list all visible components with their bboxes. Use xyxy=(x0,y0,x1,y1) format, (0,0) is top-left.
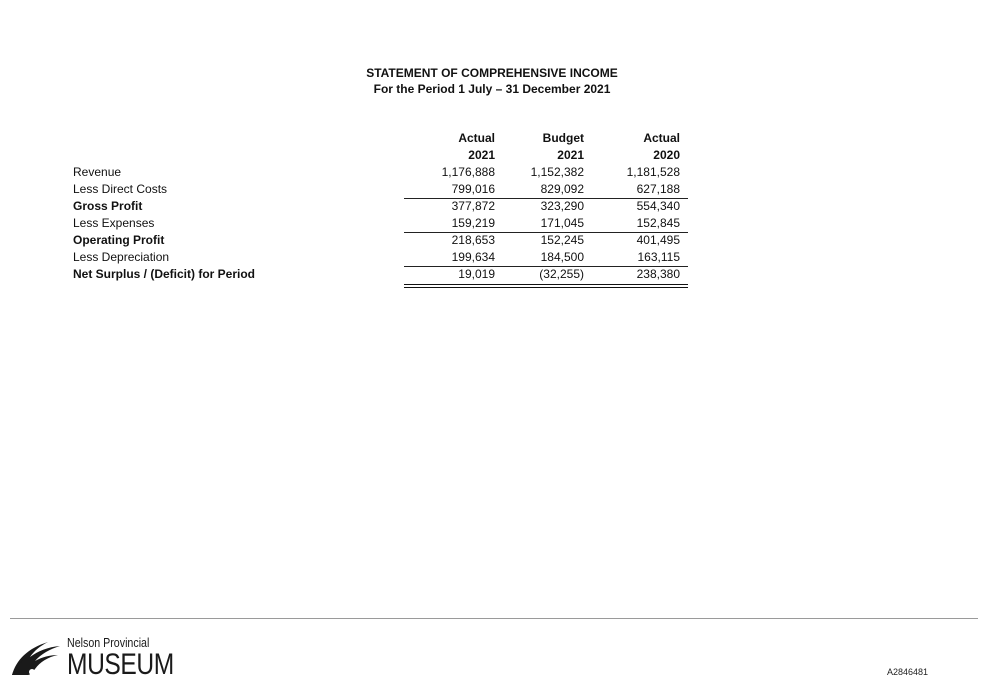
table-cell: 159,219 xyxy=(451,216,495,230)
row-label-net-surplus: Net Surplus / (Deficit) for Period xyxy=(73,267,256,281)
table-cell: 163,115 xyxy=(637,250,680,264)
table-cell: 401,495 xyxy=(636,233,680,247)
table-cell: 323,290 xyxy=(540,199,584,213)
table-cell: 152,245 xyxy=(540,233,584,247)
table-cell: 152,845 xyxy=(636,216,680,230)
table-cell: (32,255) xyxy=(539,267,584,281)
table-row-operating-profit xyxy=(0,232,986,249)
table-row-net-surplus xyxy=(0,266,986,283)
column-header-actual-2021: Actual xyxy=(458,131,495,145)
column-header-labels xyxy=(0,130,986,147)
row-label-depreciation: Less Depreciation xyxy=(73,250,170,264)
table-row-revenue xyxy=(0,164,986,181)
row-label-direct-costs: Less Direct Costs xyxy=(73,182,168,196)
table-row-expenses xyxy=(0,215,986,232)
table-cell: 1,181,528 xyxy=(626,165,680,179)
row-label-revenue: Revenue xyxy=(73,165,122,179)
row-label-expenses: Less Expenses xyxy=(73,216,155,230)
column-header-actual-2020: Actual xyxy=(643,131,680,145)
footer-divider xyxy=(10,618,978,619)
table-cell: 171,045 xyxy=(540,216,584,230)
table-cell: 627,188 xyxy=(636,182,680,196)
column-year-budget-2021: 2021 xyxy=(557,148,584,162)
museum-logo-icon xyxy=(10,632,62,675)
table-cell: 199,634 xyxy=(451,250,495,264)
table-cell: 1,152,382 xyxy=(530,165,584,179)
table-cell: 184,500 xyxy=(540,250,584,264)
row-label-gross-profit: Gross Profit xyxy=(73,199,143,213)
table-row-direct-costs xyxy=(0,181,986,198)
column-header-years xyxy=(0,147,986,164)
total-double-rule xyxy=(497,284,591,288)
column-year-actual-2021: 2021 xyxy=(468,148,495,162)
museum-logo xyxy=(10,632,180,675)
table-row-gross-profit xyxy=(0,198,986,215)
column-header-budget-2021: Budget xyxy=(542,131,584,145)
statement-header xyxy=(0,65,986,97)
total-double-rule xyxy=(591,284,688,288)
table-cell: 1,176,888 xyxy=(441,165,495,179)
table-row-depreciation xyxy=(0,249,986,266)
document-reference: A2846481 xyxy=(887,667,929,677)
table-cell: 377,872 xyxy=(451,199,495,213)
table-cell: 799,016 xyxy=(451,182,495,196)
logo-subtitle: Nelson Provincial xyxy=(67,635,150,650)
statement-title: STATEMENT OF COMPREHENSIVE INCOME xyxy=(366,66,618,80)
logo-title: MUSEUM xyxy=(67,648,174,675)
total-double-rule xyxy=(404,284,500,288)
table-cell: 238,380 xyxy=(636,267,680,281)
table-cell: 554,340 xyxy=(636,199,680,213)
statement-subtitle: For the Period 1 July – 31 December 2021 xyxy=(373,82,611,96)
column-year-actual-2020: 2020 xyxy=(653,148,680,162)
table-cell: 19,019 xyxy=(458,267,495,281)
row-label-operating-profit: Operating Profit xyxy=(73,233,165,247)
table-cell: 829,092 xyxy=(540,182,584,196)
table-cell: 218,653 xyxy=(451,233,495,247)
